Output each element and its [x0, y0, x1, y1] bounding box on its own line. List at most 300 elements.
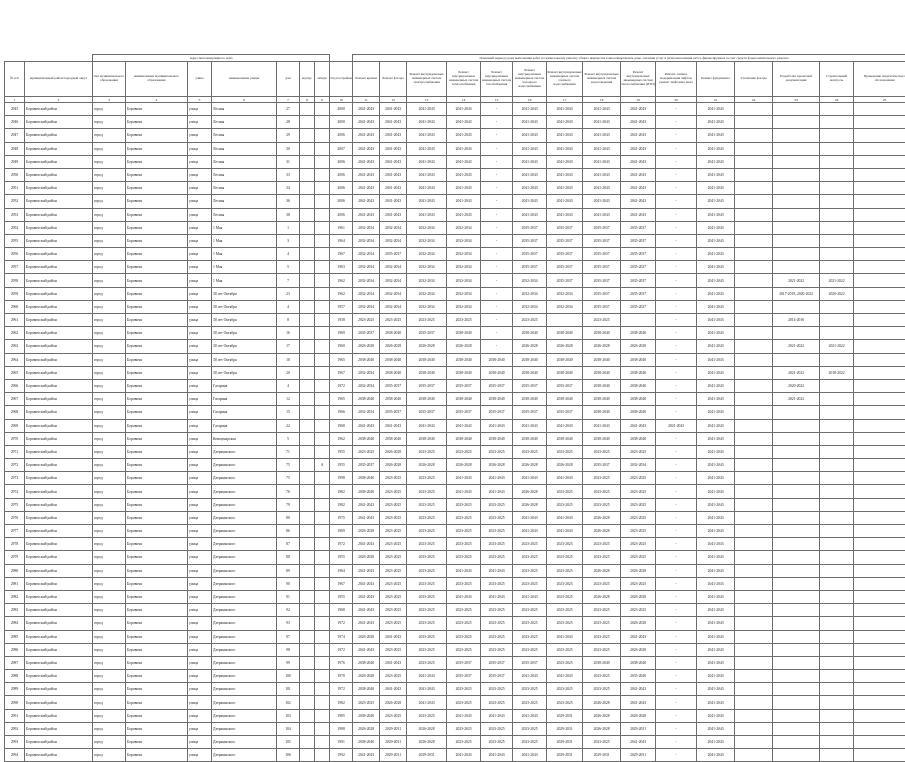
table-cell: 2041-2043 [513, 129, 547, 142]
table-cell [735, 432, 773, 445]
table-cell: 2041-2043 [621, 696, 656, 709]
table-cell: город [93, 300, 126, 313]
table-row [5, 234, 905, 247]
table-cell: 3 [277, 234, 300, 247]
column-header: Ремонт внутридомовых инженерных систем горячего водоснабжения [547, 62, 583, 97]
table-row [5, 327, 905, 340]
table-cell: 2041-2043 [513, 116, 547, 129]
table-cell: улица [188, 577, 212, 590]
table-cell: улица [188, 314, 212, 327]
table-cell: 2041-2043 [353, 129, 380, 142]
table-cell [854, 129, 905, 142]
table-cell: 2041-2043 [513, 749, 547, 762]
table-cell [315, 366, 330, 379]
table-cell: 2984 [5, 617, 25, 630]
table-cell [820, 155, 854, 168]
table-cell [735, 261, 773, 274]
table-cell: Боровичский район [25, 736, 93, 749]
table-cell: 97 [277, 630, 300, 643]
table-cell: улица [188, 445, 212, 458]
table-cell [300, 327, 315, 340]
table-cell: город [93, 340, 126, 353]
table-cell [735, 630, 773, 643]
table-cell [735, 670, 773, 683]
table-cell: 2987 [5, 656, 25, 669]
table-cell: 2023-2025 [513, 722, 547, 735]
table-cell: - [656, 327, 697, 340]
table-cell: - [656, 432, 697, 445]
table-cell: город [93, 472, 126, 485]
table-cell: 2023-2025 [513, 696, 547, 709]
table-cell [315, 630, 330, 643]
table-cell: город [93, 551, 126, 564]
table-cell [621, 314, 656, 327]
table-cell: 106 [277, 749, 300, 762]
table-cell [735, 234, 773, 247]
table-cell: Боровичский район [25, 300, 93, 313]
table-cell: 2023-2025 [547, 590, 583, 603]
table-row [5, 340, 905, 353]
table-cell: 2032-2034 [353, 221, 380, 234]
table-cell: 75 [277, 459, 300, 472]
table-cell: 17 [277, 340, 300, 353]
table-cell: 1974 [330, 630, 353, 643]
table-cell: 2023-2025 [481, 577, 513, 590]
table-cell [300, 564, 315, 577]
table-cell: 2026-2028 [621, 564, 656, 577]
table-cell: 1962 [330, 274, 353, 287]
table-cell: 2023-2025 [621, 551, 656, 564]
table-cell: - [656, 340, 697, 353]
table-row [5, 485, 905, 498]
table-cell: - [656, 248, 697, 261]
table-cell: 2026-2028 [513, 485, 547, 498]
table-cell [854, 274, 905, 287]
table-cell [315, 314, 330, 327]
table-cell: 2023-2025 [481, 511, 513, 524]
table-cell [735, 722, 773, 735]
table-cell: - [656, 538, 697, 551]
table-cell: 2032-2034 [353, 261, 380, 274]
table-cell: улица [188, 590, 212, 603]
table-cell: 2023-2025 [621, 538, 656, 551]
table-cell: 2026-2028 [353, 525, 380, 538]
table-cell: 2973 [5, 472, 25, 485]
table-cell: 2963 [5, 340, 25, 353]
table-cell: 2035-2037 [481, 656, 513, 669]
table-cell [854, 287, 905, 300]
table-cell: город [93, 722, 126, 735]
table-cell [854, 234, 905, 247]
table-row [5, 459, 905, 472]
table-cell [300, 155, 315, 168]
table-cell: Боровичи [126, 551, 188, 564]
table-cell: 2041-2043 [621, 103, 656, 116]
table-cell: 2041-2043 [697, 300, 735, 313]
table-cell: 2041-2043 [697, 696, 735, 709]
table-cell: город [93, 234, 126, 247]
table-cell: Боровичский район [25, 604, 93, 617]
table-cell: город [93, 670, 126, 683]
table-row [5, 696, 905, 709]
table-cell [300, 590, 315, 603]
table-cell [300, 274, 315, 287]
table-cell [315, 195, 330, 208]
table-cell [773, 525, 820, 538]
table-cell: 2038-2040 [353, 736, 380, 749]
table-cell: 2035-2037 [407, 379, 447, 392]
table-cell [773, 538, 820, 551]
table-cell: 2023-2025 [547, 538, 583, 551]
table-cell [315, 393, 330, 406]
table-cell: Боровичский район [25, 630, 93, 643]
works-group-header: Плановый период (срок) выполнения работ по капитальному ремонту общего имущества в многоквартирном доме, оказания услуг и (или) выполнения работ, финансируемых за счет средств фонда капитального ремонта [353, 55, 905, 62]
table-cell: 2041-2043 [407, 168, 447, 181]
table-cell [300, 604, 315, 617]
table-cell [315, 155, 330, 168]
table-cell: 2032-2034 [447, 248, 481, 261]
table-cell: Боровичи [126, 116, 188, 129]
table-cell: 2035-2037 [380, 406, 407, 419]
table-cell: улица [188, 142, 212, 155]
table-cell: город [93, 617, 126, 630]
table-row [5, 116, 905, 129]
table-cell: Боровичский район [25, 182, 93, 195]
table-cell: 2035-2037 [621, 274, 656, 287]
table-cell: 1960 [330, 340, 353, 353]
table-cell: 2041-2043 [697, 195, 735, 208]
table-cell [300, 366, 315, 379]
table-cell [773, 129, 820, 142]
table-cell [300, 538, 315, 551]
table-cell: 2035-2037 [447, 656, 481, 669]
table-cell: улица [188, 630, 212, 643]
table-cell [735, 577, 773, 590]
table-cell: 2041-2043 [380, 155, 407, 168]
table-row [5, 208, 905, 221]
table-cell [854, 564, 905, 577]
table-cell: 2041-2043 [547, 195, 583, 208]
address-group-header: Адрес многоквартирного дома [93, 55, 330, 62]
table-cell: - [656, 314, 697, 327]
table-cell [735, 709, 773, 722]
table-cell: Боровичи [126, 314, 188, 327]
table-cell: 2041-2043 [583, 142, 621, 155]
table-cell: город [93, 498, 126, 511]
table-cell: Лесная [212, 208, 277, 221]
table-cell: 2041-2043 [407, 683, 447, 696]
table-cell [854, 300, 905, 313]
table-cell: 2023-2025 [513, 630, 547, 643]
table-cell: 91 [277, 590, 300, 603]
table-cell: 2026-2028 [583, 525, 621, 538]
table-cell: - [656, 696, 697, 709]
table-cell: 2035-2037 [547, 379, 583, 392]
table-cell: улица [188, 511, 212, 524]
table-cell: 2038-2040 [380, 366, 407, 379]
table-cell: 2041-2043 [380, 182, 407, 195]
table-cell [854, 683, 905, 696]
table-cell: Боровичи [126, 327, 188, 340]
table-cell [854, 551, 905, 564]
table-cell: 29 [277, 129, 300, 142]
table-cell [820, 459, 854, 472]
table-cell: 2026-2028 [353, 630, 380, 643]
table-cell: 2041-2043 [547, 142, 583, 155]
table-cell: 2041-2043 [583, 208, 621, 221]
table-cell: город [93, 445, 126, 458]
table-cell: город [93, 168, 126, 181]
table-cell: 2023-2025 [407, 577, 447, 590]
table-cell: 1955 [330, 590, 353, 603]
table-cell: 2038-2040 [380, 432, 407, 445]
table-cell: 34 [277, 182, 300, 195]
table-cell: - [656, 617, 697, 630]
table-cell: 1 Мая [212, 274, 277, 287]
table-cell: 2038-2040 [583, 656, 621, 669]
table-cell [820, 564, 854, 577]
table-cell: город [93, 155, 126, 168]
column-header: наименование муниципального образования [126, 62, 188, 97]
table-cell: Дзержинского [212, 656, 277, 669]
table-cell: Боровичский район [25, 116, 93, 129]
table-cell: 2041-2043 [407, 129, 447, 142]
table-cell: - [656, 683, 697, 696]
table-cell: 2967 [5, 393, 25, 406]
column-header: Ремонт внутридомовых инженерных систем газоснабжения [481, 62, 513, 97]
table-cell: город [93, 525, 126, 538]
table-cell: 2026-2028 [583, 511, 621, 524]
table-cell: 2041-2043 [407, 696, 447, 709]
table-cell: 2041-2043 [697, 722, 735, 735]
table-cell [735, 314, 773, 327]
table-cell: город [93, 287, 126, 300]
table-cell: 2023-2025 [407, 511, 447, 524]
table-cell: 1998 [330, 472, 353, 485]
table-cell: 2026-2028 [407, 340, 447, 353]
table-cell: улица [188, 696, 212, 709]
table-cell [300, 168, 315, 181]
table-cell: улица [188, 472, 212, 485]
table-cell: - [481, 314, 513, 327]
table-cell: город [93, 248, 126, 261]
table-cell [820, 393, 854, 406]
table-cell: 2038-2040 [583, 406, 621, 419]
table-cell: 2021-2022 [820, 340, 854, 353]
table-cell: 2032-2034 [353, 406, 380, 419]
table-cell: 2035-2037 [583, 234, 621, 247]
table-cell: Дзержинского [212, 551, 277, 564]
table-cell [315, 551, 330, 564]
table-cell: 2041-2043 [353, 116, 380, 129]
table-cell [300, 643, 315, 656]
table-cell: 23 [277, 287, 300, 300]
column-header: Ремонт крыши [353, 62, 380, 97]
header-blank-cell [25, 55, 93, 62]
table-cell [315, 208, 330, 221]
table-cell: 2041-2043 [547, 630, 583, 643]
table-cell: Дзержинского [212, 472, 277, 485]
table-cell: 2041-2043 [697, 393, 735, 406]
table-cell: 2023-2025 [513, 445, 547, 458]
table-cell: 2983 [5, 604, 25, 617]
table-cell [854, 248, 905, 261]
table-cell: 2041-2043 [621, 419, 656, 432]
table-cell: 2023-2025 [547, 564, 583, 577]
column-number: 9 [315, 97, 330, 103]
table-cell: Боровичи [126, 630, 188, 643]
table-cell: 2954 [5, 221, 25, 234]
table-cell: 2023-2025 [481, 498, 513, 511]
table-row [5, 590, 905, 603]
table-cell: 2023-2025 [407, 445, 447, 458]
table-cell: 2041-2043 [697, 459, 735, 472]
table-cell: 2032-2034 [513, 287, 547, 300]
table-cell: 2035-2037 [621, 221, 656, 234]
table-cell: 1967 [330, 577, 353, 590]
table-cell: 2023-2025 [481, 617, 513, 630]
table-cell: 2041-2043 [547, 525, 583, 538]
table-cell [300, 445, 315, 458]
table-cell: - [656, 393, 697, 406]
table-cell [735, 551, 773, 564]
table-cell [773, 736, 820, 749]
column-number: 4 [126, 97, 188, 103]
table-cell: Дзержинского [212, 459, 277, 472]
table-cell [820, 379, 854, 392]
table-cell: 2026-2028 [621, 590, 656, 603]
table-cell: 2041-2043 [621, 168, 656, 181]
table-cell: - [481, 182, 513, 195]
table-cell: 2032-2034 [447, 287, 481, 300]
table-cell: 2041-2043 [697, 142, 735, 155]
table-cell: 99 [277, 656, 300, 669]
table-cell [300, 683, 315, 696]
table-cell: город [93, 379, 126, 392]
table-cell [820, 525, 854, 538]
table-cell: 2023-2025 [547, 604, 583, 617]
table-cell [854, 103, 905, 116]
table-cell: Боровичи [126, 208, 188, 221]
table-row [5, 630, 905, 643]
table-cell: Боровичи [126, 340, 188, 353]
table-cell [300, 195, 315, 208]
table-cell: 2041-2043 [697, 155, 735, 168]
table-cell: 2041-2043 [353, 182, 380, 195]
table-cell: 2041-2043 [697, 327, 735, 340]
table-cell: Боровичский район [25, 683, 93, 696]
table-cell [315, 379, 330, 392]
table-cell: 2023-2025 [513, 617, 547, 630]
table-cell: - [481, 168, 513, 181]
table-cell: 2035-2037 [583, 287, 621, 300]
table-cell: 2035-2037 [621, 234, 656, 247]
table-row [5, 221, 905, 234]
table-cell: 2964 [5, 353, 25, 366]
table-cell: Гагарина [212, 379, 277, 392]
table-cell: Боровичский район [25, 287, 93, 300]
table-cell: 2023-2025 [380, 604, 407, 617]
table-cell: улица [188, 485, 212, 498]
table-cell: 2041-2043 [447, 590, 481, 603]
table-cell: 2041-2043 [697, 498, 735, 511]
table-cell: 1968 [330, 419, 353, 432]
table-cell [735, 300, 773, 313]
table-cell: 2041-2043 [353, 142, 380, 155]
table-cell: 1969 [330, 327, 353, 340]
table-cell [300, 709, 315, 722]
table-cell: 2026-2028 [407, 459, 447, 472]
table-cell [300, 287, 315, 300]
table-cell: 2018-2022 [820, 366, 854, 379]
table-cell: 2038-2040 [353, 485, 380, 498]
table-cell [735, 419, 773, 432]
table-cell [300, 393, 315, 406]
table-cell: 2038-2040 [353, 432, 380, 445]
table-cell: 2041-2043 [513, 208, 547, 221]
column-header: Ремонт фундамента [697, 62, 735, 97]
table-cell [820, 248, 854, 261]
table-cell: 2960 [5, 300, 25, 313]
table-cell: 28 [277, 116, 300, 129]
table-cell: улица [188, 221, 212, 234]
table-cell: Боровичский район [25, 248, 93, 261]
table-cell [773, 472, 820, 485]
table-cell: 2041-2043 [547, 511, 583, 524]
table-cell: 1965 [330, 393, 353, 406]
table-cell: 1955 [330, 551, 353, 564]
table-cell [820, 498, 854, 511]
column-number: 25 [854, 97, 905, 103]
table-cell: - [481, 155, 513, 168]
table-cell [854, 353, 905, 366]
table-cell [820, 445, 854, 458]
table-cell: 2041-2043 [353, 155, 380, 168]
table-cell: 2041-2043 [656, 419, 697, 432]
column-header: наименование улицы [212, 62, 277, 97]
table-cell: 30 лет Октября [212, 300, 277, 313]
table-cell [300, 406, 315, 419]
table-cell: 2021-2022 [773, 366, 820, 379]
table-cell: 2041-2043 [407, 195, 447, 208]
table-row [5, 670, 905, 683]
table-cell: 2038-2040 [583, 366, 621, 379]
table-cell: Коммунарская [212, 432, 277, 445]
table-cell: 2041-2043 [353, 538, 380, 551]
table-cell: город [93, 577, 126, 590]
table-row [5, 261, 905, 274]
table-cell: 2023-2025 [481, 538, 513, 551]
table-cell: 2035-2037 [481, 406, 513, 419]
column-number: 17 [547, 97, 583, 103]
table-cell: улица [188, 736, 212, 749]
table-cell [854, 366, 905, 379]
table-cell [735, 459, 773, 472]
column-header: Проведение энергетического обследования [854, 62, 905, 97]
table-cell: - [656, 485, 697, 498]
table-cell: 2041-2043 [380, 208, 407, 221]
table-cell: 2023-2025 [380, 670, 407, 683]
table-cell [773, 683, 820, 696]
table-cell: 2979 [5, 551, 25, 564]
table-cell: 2006 [330, 208, 353, 221]
table-cell: 2994 [5, 749, 25, 762]
table-cell: 2032-2034 [380, 287, 407, 300]
table-cell: улица [188, 683, 212, 696]
table-cell: 2038-2040 [583, 393, 621, 406]
table-cell [820, 129, 854, 142]
table-cell [315, 261, 330, 274]
